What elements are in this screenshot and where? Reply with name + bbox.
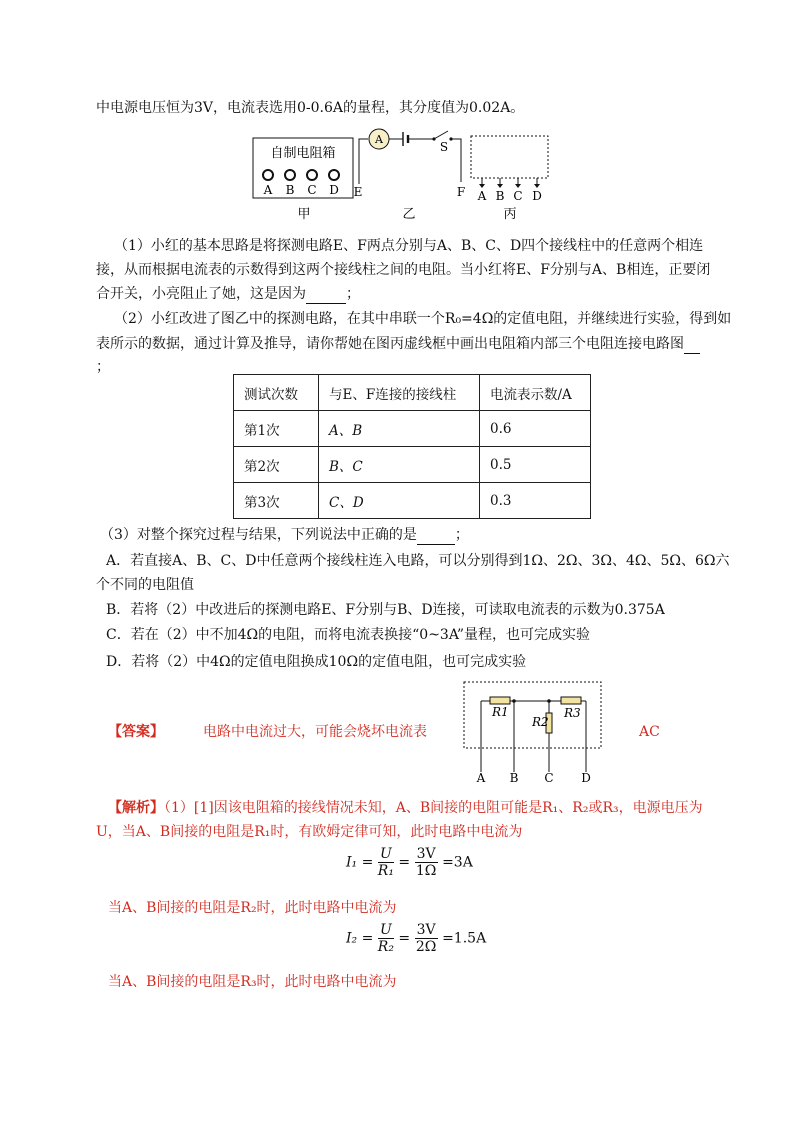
terminal-circles — [263, 170, 339, 180]
table-cell: B、C — [319, 447, 480, 483]
equation-2: I₂ = $\frac{U}{\text{R₂}}$ = $\frac{3V}{2\Omega}$ =1.5A — [346, 922, 487, 955]
caption-bing: 丙 — [503, 207, 517, 222]
answer-text-3: AC — [639, 724, 660, 740]
terminal-label: C — [307, 183, 317, 197]
resistor-label: R1 — [492, 705, 509, 719]
answer-circuit-diagram — [462, 680, 607, 782]
resistor-label: R3 — [564, 706, 581, 720]
caption-jia: 甲 — [297, 207, 311, 222]
switch-icon — [434, 131, 448, 139]
intro-text: 中电源电压恒为3V，电流表选用0-0.6A的量程，其分度值为0.02A。 — [96, 100, 525, 116]
figure-circuit-setup — [245, 124, 565, 224]
switch-label: S — [439, 140, 449, 154]
box-title: 自制电阻箱 — [270, 146, 336, 161]
resistor-r1 — [490, 697, 510, 704]
caption-yi: 乙 — [402, 207, 416, 222]
q2-line3: ； — [96, 359, 110, 375]
table-cell: 0.5 — [480, 447, 591, 483]
terminal-label: A — [477, 189, 487, 203]
eq-fraction: $\frac{U}{\text{R₁}}$ — [377, 846, 394, 879]
equation-1: I₁ = $\frac{U}{\text{R₁}}$ = $\frac{3V}{1\Omega}$ =3A — [346, 846, 473, 879]
analysis-line2: U，当A、B间接的电阻是R₁时，有欧姆定律可知，此时电路中电流为 — [96, 824, 523, 840]
answer-blank — [417, 530, 455, 545]
table-header: 与E、F连接的接线柱 — [319, 375, 480, 411]
q3-line1-text: （3）对整个探究过程与结果，下列说法中正确的是 — [100, 527, 417, 543]
option-a-line1: A．若直接A、B、C、D中任意两个接线柱连入电路，可以分别得到1Ω、2Ω、3Ω、4Ω、5Ω、6Ω六 — [106, 553, 730, 569]
terminal-label: B — [495, 189, 505, 203]
ammeter-label: A — [375, 133, 383, 146]
answer-text-1: 电路中电流过大，可能会烧坏电流表 — [203, 724, 427, 740]
analysis-line1-text: （1）[1]因该电阻箱的接线情况未知，A、B间接的电阻可能是R₁、R₂或R₃，电源电压为 — [164, 800, 703, 816]
terminal-label: C — [544, 771, 554, 782]
table-row — [234, 447, 591, 483]
eq-lhs: I₁ — [346, 854, 358, 871]
terminal-label: B — [509, 771, 519, 782]
eq-fraction: $\frac{U}{\text{R₂}}$ — [377, 922, 394, 955]
resistor-r3 — [561, 697, 581, 704]
terminal-label: A — [263, 183, 273, 197]
eq-rhs: =3A — [442, 854, 473, 871]
eq-rhs: =1.5A — [442, 930, 487, 947]
q2-line1: （2）小红改进了图乙中的探测电路，在其中串联一个R₀=4Ω的定值电阻，并继续进行实验，得到如 — [114, 311, 732, 327]
answer-tag: 【答案】 — [108, 724, 164, 740]
table-header: 电流表示数/A — [480, 375, 591, 411]
data-table — [233, 374, 591, 519]
resistor-label: R2 — [532, 715, 549, 729]
table-cell: 第1次 — [234, 411, 319, 447]
option-c: C．若在（2）中不加4Ω的电阻，而将电流表换接“0~3A”量程，也可完成实验 — [106, 627, 591, 643]
analysis-line1 — [108, 798, 703, 818]
table-cell: 第2次 — [234, 447, 319, 483]
terminal-label: D — [581, 771, 591, 782]
table-header-row — [234, 375, 591, 411]
table-cell: 0.6 — [480, 411, 591, 447]
analysis-line4: 当A、B间接的电阻是R₃时，此时电路中电流为 — [108, 974, 397, 990]
end-label-f: F — [456, 185, 466, 199]
table-row — [234, 411, 591, 447]
q1-line3-text: 合开关，小亮阻止了她，这是因为 — [96, 286, 306, 302]
analysis-line3: 当A、B间接的电阻是R₂时，此时电路中电流为 — [108, 900, 397, 916]
q1-line3: 合开关，小亮阻止了她，这是因为 ； — [96, 286, 360, 302]
option-d: D．若将（2）中4Ω的定值电阻换成10Ω的定值电阻，也可完成实验 — [106, 654, 527, 670]
q2-line2 — [96, 334, 700, 354]
table-cell: 第3次 — [234, 483, 319, 519]
terminal-label: C — [513, 189, 523, 203]
analysis-tag: 【解析】 — [108, 800, 164, 816]
eq-fraction: $\frac{3V}{2\Omega}$ — [415, 922, 437, 955]
option-a-line2: 个不同的电阻值 — [96, 577, 194, 593]
table-header: 测试次数 — [234, 375, 319, 411]
eq-fraction: $\frac{3V}{1\Omega}$ — [415, 846, 437, 879]
eq-lhs: I₂ — [346, 930, 358, 947]
terminal-label: B — [285, 183, 295, 197]
q3-line1: （3）对整个探究过程与结果，下列说法中正确的是 ； — [100, 527, 469, 543]
terminal-label: A — [476, 771, 486, 782]
table-cell: C、D — [319, 483, 480, 519]
q2-line2-text: 表所示的数据，通过计算及推导，请你帮她在图丙虚线框中画出电阻箱内部三个电阻连接电路图 — [96, 336, 684, 352]
end-label-e: E — [353, 185, 363, 199]
q1-line2: 接，从而根据电流表的示数得到这两个接线柱之间的电阻。当小红将E、F分别与A、B相连，正要闭 — [96, 262, 711, 278]
answer-blank — [306, 289, 346, 304]
table-cell: 0.3 — [480, 483, 591, 519]
table-cell: A、B — [319, 411, 480, 447]
table-row — [234, 483, 591, 519]
terminal-label: D — [532, 189, 542, 203]
answer-blank — [684, 339, 700, 354]
q1-line1: （1）小红的基本思路是将探测电路E、F两点分别与A、B、C、D四个接线柱中的任意两个相连 — [114, 238, 704, 254]
option-b: B．若将（2）中改进后的探测电路E、F分别与B、D连接，可读取电流表的示数为0.375A — [106, 602, 665, 618]
terminal-label: D — [329, 183, 339, 197]
